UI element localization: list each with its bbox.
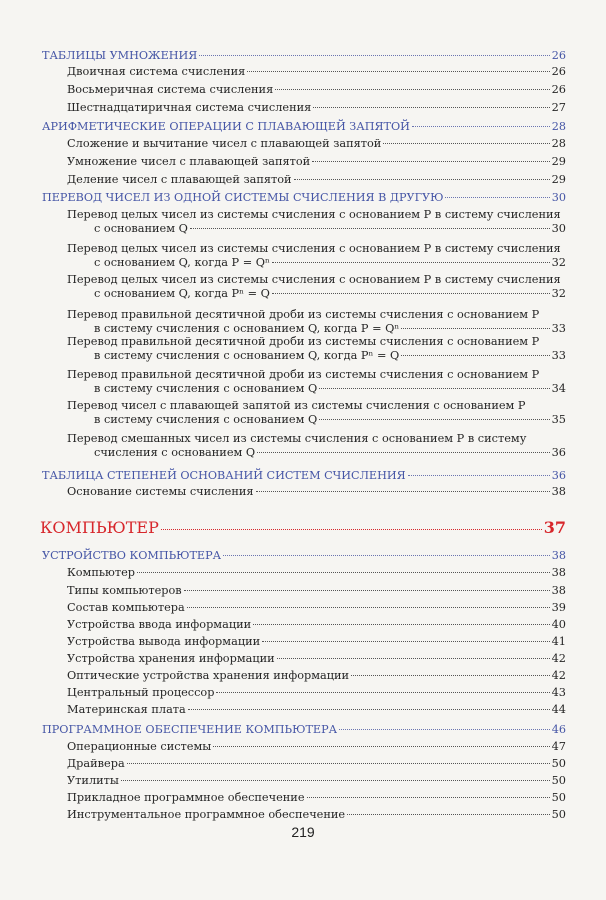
toc-entry-page: 50 <box>551 774 566 787</box>
dot-leader <box>272 293 550 294</box>
toc-entry-continuation[interactable] <box>94 445 566 460</box>
toc-entry-page: 29 <box>551 155 566 168</box>
chapter-heading[interactable] <box>40 518 566 538</box>
dot-leader <box>408 475 550 476</box>
toc-entry-title: Умножение чисел с плавающей запятой <box>67 155 311 168</box>
toc-entry[interactable] <box>67 136 566 151</box>
toc-entry[interactable] <box>67 756 566 771</box>
toc-entry-page: 38 <box>551 584 566 597</box>
toc-entry[interactable] <box>67 583 566 598</box>
toc-entry[interactable] <box>67 100 566 115</box>
dot-leader <box>223 555 550 556</box>
dot-leader <box>184 590 550 591</box>
section-heading-page: 46 <box>551 723 566 736</box>
toc-entry-continuation-page: 36 <box>551 446 566 459</box>
toc-entry-continuation[interactable] <box>94 348 566 363</box>
toc-entry-title: Утилиты <box>67 774 119 787</box>
section-heading-page: 26 <box>551 49 566 62</box>
toc-entry-title: Центральный процессор <box>67 686 215 699</box>
toc-entry-title: Оптические устройства хранения информации <box>67 669 350 682</box>
toc-entry-continuation-page: 32 <box>551 256 566 269</box>
dot-leader <box>383 143 549 144</box>
dot-leader <box>275 89 549 90</box>
toc-entry-page: 28 <box>551 137 566 150</box>
dot-leader <box>188 709 550 710</box>
toc-entry[interactable] <box>67 82 566 97</box>
toc-entry-title: Перевод целых чисел из системы счисления с основанием P в систему счисления <box>67 273 561 286</box>
dot-leader <box>312 161 549 162</box>
toc-entry-title: Перевод целых чисел из системы счисления с основанием P в систему счисления <box>67 242 561 255</box>
toc-entry-title: Перевод правильной десятичной дроби из системы счисления с основанием P <box>67 308 540 321</box>
toc-entry-title: Двоичная система счисления <box>67 65 246 78</box>
toc-entry-title: Операционные системы <box>67 740 212 753</box>
dot-leader <box>253 624 549 625</box>
toc-entry-continuation-page: 33 <box>551 349 566 362</box>
section-heading-page: 28 <box>551 120 566 133</box>
toc-entry[interactable] <box>67 773 566 788</box>
dot-leader <box>216 692 549 693</box>
toc-entry-continuation-page: 30 <box>551 222 566 235</box>
toc-entry-title: Деление чисел с плавающей запятой <box>67 173 292 186</box>
dot-leader <box>247 71 549 72</box>
toc-entry-page: 42 <box>551 652 566 665</box>
toc-entry-page: 43 <box>551 686 566 699</box>
dot-leader <box>339 729 550 730</box>
dot-leader <box>187 607 550 608</box>
toc-entry[interactable] <box>67 739 566 754</box>
dot-leader <box>121 780 550 781</box>
toc-entry-title: Перевод правильной десятичной дроби из системы счисления с основанием P <box>67 368 540 381</box>
toc-entry-page: 38 <box>551 566 566 579</box>
section-heading-title: ПРОГРАММНОЕ ОБЕСПЕЧЕНИЕ КОМПЬЮТЕРА <box>42 723 338 736</box>
toc-entry-page: 44 <box>551 703 566 716</box>
toc-entry[interactable] <box>67 307 566 322</box>
dot-leader <box>351 675 550 676</box>
dot-leader <box>313 107 549 108</box>
page-number: 219 <box>291 824 315 840</box>
toc-entry-page: 41 <box>551 635 566 648</box>
dot-leader <box>319 388 549 389</box>
toc-entry-continuation-page: 33 <box>551 322 566 335</box>
toc-entry[interactable] <box>67 685 566 700</box>
section-heading[interactable] <box>42 190 566 205</box>
toc-entry-page: 50 <box>551 808 566 821</box>
dot-leader <box>199 55 549 56</box>
toc-entry[interactable] <box>67 484 566 499</box>
toc-entry-page: 26 <box>551 65 566 78</box>
toc-entry-continuation-title: с основанием Q <box>94 222 188 235</box>
dot-leader <box>127 763 550 764</box>
dot-leader <box>401 355 549 356</box>
toc-entry-page: 26 <box>551 83 566 96</box>
toc-entry[interactable] <box>67 431 566 446</box>
toc-entry-page: 39 <box>551 601 566 614</box>
toc-entry-continuation[interactable] <box>94 221 566 236</box>
toc-entry-page: 40 <box>551 618 566 631</box>
toc-entry-title: Основание системы счисления <box>67 485 254 498</box>
section-heading[interactable] <box>42 119 566 134</box>
section-heading[interactable] <box>42 722 566 737</box>
toc-entry[interactable] <box>67 398 566 413</box>
toc-entry[interactable] <box>67 207 566 222</box>
toc-entry-title: Прикладное программное обеспечение <box>67 791 305 804</box>
section-heading-title: ТАБЛИЦЫ УМНОЖЕНИЯ <box>42 49 198 62</box>
dot-leader <box>319 419 549 420</box>
toc-entry-title: Перевод целых чисел из системы счисления с основанием P в систему счисления <box>67 208 561 221</box>
dot-leader <box>347 814 550 815</box>
chapter-heading-page: 37 <box>543 518 566 537</box>
toc-entry[interactable] <box>67 154 566 169</box>
toc-entry-page: 47 <box>551 740 566 753</box>
toc-entry-continuation-title: в систему счисления с основанием Q <box>94 382 318 395</box>
toc-entry-title: Перевод чисел с плавающей запятой из системы счисления с основанием P <box>67 399 526 412</box>
section-heading-page: 36 <box>551 469 566 482</box>
toc-entry-title: Перевод смешанных чисел из системы счисления с основанием P в систему <box>67 432 527 445</box>
toc-entry[interactable] <box>67 651 566 666</box>
toc-entry-page: 27 <box>551 101 566 114</box>
toc-entry-title: Состав компьютера <box>67 601 185 614</box>
toc-entry-title: Типы компьютеров <box>67 584 182 597</box>
section-heading-title: УСТРОЙСТВО КОМПЬЮТЕРА <box>42 549 222 562</box>
section-heading-page: 38 <box>551 549 566 562</box>
toc-entry[interactable] <box>67 702 566 717</box>
toc-entry-continuation-page: 34 <box>551 382 566 395</box>
dot-leader <box>277 658 550 659</box>
dot-leader <box>445 197 549 198</box>
toc-entry-title: Перевод правильной десятичной дроби из системы счисления с основанием P <box>67 335 540 348</box>
section-heading[interactable] <box>42 48 566 63</box>
toc-entry-continuation-title: в систему счисления с основанием Q, когда Pⁿ = Q <box>94 349 400 362</box>
dot-leader <box>307 797 550 798</box>
toc-entry[interactable] <box>67 790 566 805</box>
toc-entry[interactable] <box>67 807 566 822</box>
toc-entry-continuation-title: счисления с основанием Q <box>94 446 256 459</box>
toc-entry[interactable] <box>67 600 566 615</box>
toc-entry[interactable] <box>67 565 566 580</box>
toc-entry-continuation[interactable] <box>94 286 566 301</box>
toc-entry-continuation-title: с основанием Q, когда P = Qⁿ <box>94 256 270 269</box>
dot-leader <box>137 572 550 573</box>
toc-entry-title: Устройства вывода информации <box>67 635 261 648</box>
dot-leader <box>294 179 550 180</box>
toc-entry-continuation[interactable] <box>94 412 566 427</box>
toc-entry-continuation-page: 35 <box>551 413 566 426</box>
toc-entry-page: 38 <box>551 485 566 498</box>
dot-leader <box>412 126 550 127</box>
dot-leader <box>272 262 550 263</box>
toc-entry-title: Устройства ввода информации <box>67 618 252 631</box>
toc-entry-title: Сложение и вычитание чисел с плавающей запятой <box>67 137 382 150</box>
toc-entry-page: 50 <box>551 757 566 770</box>
toc-entry-title: Драйвера <box>67 757 125 770</box>
toc-entry-continuation-title: в систему счисления с основанием Q <box>94 413 318 426</box>
toc-entry-page: 29 <box>551 173 566 186</box>
toc-entry-continuation[interactable] <box>94 255 566 270</box>
toc-entry[interactable] <box>67 668 566 683</box>
toc-entry[interactable] <box>67 634 566 649</box>
dot-leader <box>262 641 549 642</box>
section-heading[interactable] <box>42 468 566 483</box>
dot-leader <box>213 746 549 747</box>
toc-entry[interactable] <box>67 617 566 632</box>
chapter-heading-title: КОМПЬЮТЕР <box>40 518 159 537</box>
toc-entry-title: Материнская плата <box>67 703 186 716</box>
toc-entry-continuation-title: с основанием Q, когда Pⁿ = Q <box>94 287 270 300</box>
toc-entry-page: 50 <box>551 791 566 804</box>
section-heading-title: ТАБЛИЦА СТЕПЕНЕЙ ОСНОВАНИЙ СИСТЕМ СЧИСЛЕНИЯ <box>42 469 406 482</box>
toc-entry-title: Инструментальное программное обеспечение <box>67 808 346 821</box>
section-heading-title: ПЕРЕВОД ЧИСЕЛ ИЗ ОДНОЙ СИСТЕМЫ СЧИСЛЕНИЯ В ДРУГУЮ <box>42 191 444 204</box>
toc-entry[interactable] <box>67 64 566 79</box>
toc-entry[interactable] <box>67 241 566 256</box>
toc-entry-title: Восьмеричная система счисления <box>67 83 274 96</box>
toc-entry[interactable] <box>67 367 566 382</box>
dot-leader <box>257 452 549 453</box>
toc-entry-title: Устройства хранения информации <box>67 652 275 665</box>
section-heading-page: 30 <box>551 191 566 204</box>
toc-entry-title: Шестнадцатиричная система счисления <box>67 101 312 114</box>
dot-leader <box>190 228 550 229</box>
section-heading[interactable] <box>42 548 566 563</box>
dot-leader <box>401 328 549 329</box>
section-heading-title: АРИФМЕТИЧЕСКИЕ ОПЕРАЦИИ С ПЛАВАЮЩЕЙ ЗАПЯТОЙ <box>42 120 410 133</box>
toc-entry-continuation-title: в систему счисления с основанием Q, когда P = Qⁿ <box>94 322 400 335</box>
toc-entry-page: 42 <box>551 669 566 682</box>
toc-entry-continuation[interactable] <box>94 381 566 396</box>
dot-leader <box>256 491 550 492</box>
toc-entry-continuation-page: 32 <box>551 287 566 300</box>
dot-leader <box>161 529 542 530</box>
toc-entry[interactable] <box>67 172 566 187</box>
toc-entry[interactable] <box>67 334 566 349</box>
toc-entry-title: Компьютер <box>67 566 136 579</box>
toc-entry[interactable] <box>67 272 566 287</box>
